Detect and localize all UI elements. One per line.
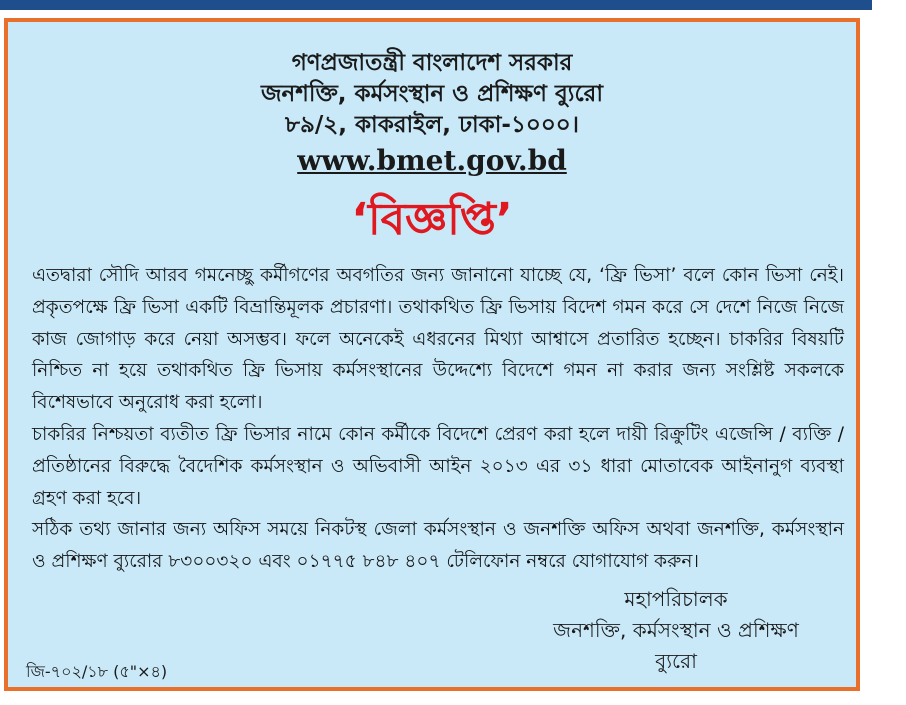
notice-body — [32, 260, 844, 578]
notice-header — [8, 48, 856, 179]
header-government-line: গণপ্রজাতন্ত্রী বাংলাদেশ সরকার — [291, 50, 573, 76]
paragraph-legal-action: চাকরির নিশ্চয়তা ব্যতীত ফ্রি ভিসার নামে কোন কর্মীকে বিদেশে প্রেরণ করা হলে দায়ী রিক্রুটিং এজেন্সি / ব্যক্তি / প্রতিষ্ঠানের বিরুদ্ধে বৈদেশিক কর্মসংস্থান ও অভিবাসী আইন ২০১৩ এর ৩১ ধারা মোতাবেক আইনানুগ ব্যবস্থা গ্রহণ করা হবে। — [32, 423, 844, 509]
website-link[interactable]: www.bmet.gov.bd — [297, 144, 567, 177]
signature-org-line2: ব্যুরো — [655, 649, 697, 673]
signature-title: মহাপরিচালক — [624, 587, 728, 611]
top-color-strip — [0, 0, 872, 10]
notice-frame — [4, 18, 860, 691]
notice-title: ‘বিজ্ঞপ্তি’ — [351, 194, 513, 245]
signature-org-line1: জনশক্তি, কর্মসংস্থান ও প্রশিক্ষণ — [553, 618, 799, 642]
paragraph-free-visa-warning: এতদ্বারা সৌদি আরব গমনেচ্ছু কর্মীগণের অবগতির জন্য জানানো যাচ্ছে যে, ‘ফ্রি ভিসা’ বলে কোন ভিসা নেই। প্রকৃতপক্ষে ফ্রি ভিসা একটি বিভ্রান্তিমূলক প্রচারণা। তথাকথিত ফ্রি ভিসায় বিদেশ গমন করে সে দেশে নিজে নিজে কাজ জোগাড় করে নেয়া অসম্ভব। ফলে অনেকেই এধরনের মিথ্যা আশ্বাসে প্রতারিত হচ্ছেন। চাকরির বিষয়টি নিশ্চিত না হয়ে তথাকথিত ফ্রি ভিসায় কর্মসংস্থানের উদ্দেশ্যে বিদেশে গমন না করার জন্য সংশ্লিষ্ট সকলকে বিশেষভাবে অনুরোধ করা হলো। — [32, 265, 844, 414]
signature-block — [526, 584, 826, 677]
reference-code: জি-৭০২/১৮ (৫"×৪) — [26, 662, 168, 681]
paragraph-contact-info: সঠিক তথ্য জানার জন্য অফিস সময়ে নিকটস্থ জেলা কর্মসংস্থান ও জনশক্তি অফিস অথবা জনশক্তি, কর্মসংস্থান ও প্রশিক্ষণ ব্যুরোর ৮৩০০৩২০ এবং ০১৭৭৫ ৮৪৮ ৪০৭ টেলিফোন নম্বরে যোগাযোগ করুন। — [32, 519, 844, 573]
header-bureau-line: জনশক্তি, কর্মসংস্থান ও প্রশিক্ষণ ব্যুরো — [260, 81, 604, 107]
header-address-line: ৮৯/২, কাকরাইল, ঢাকা-১০০০। — [285, 112, 579, 138]
